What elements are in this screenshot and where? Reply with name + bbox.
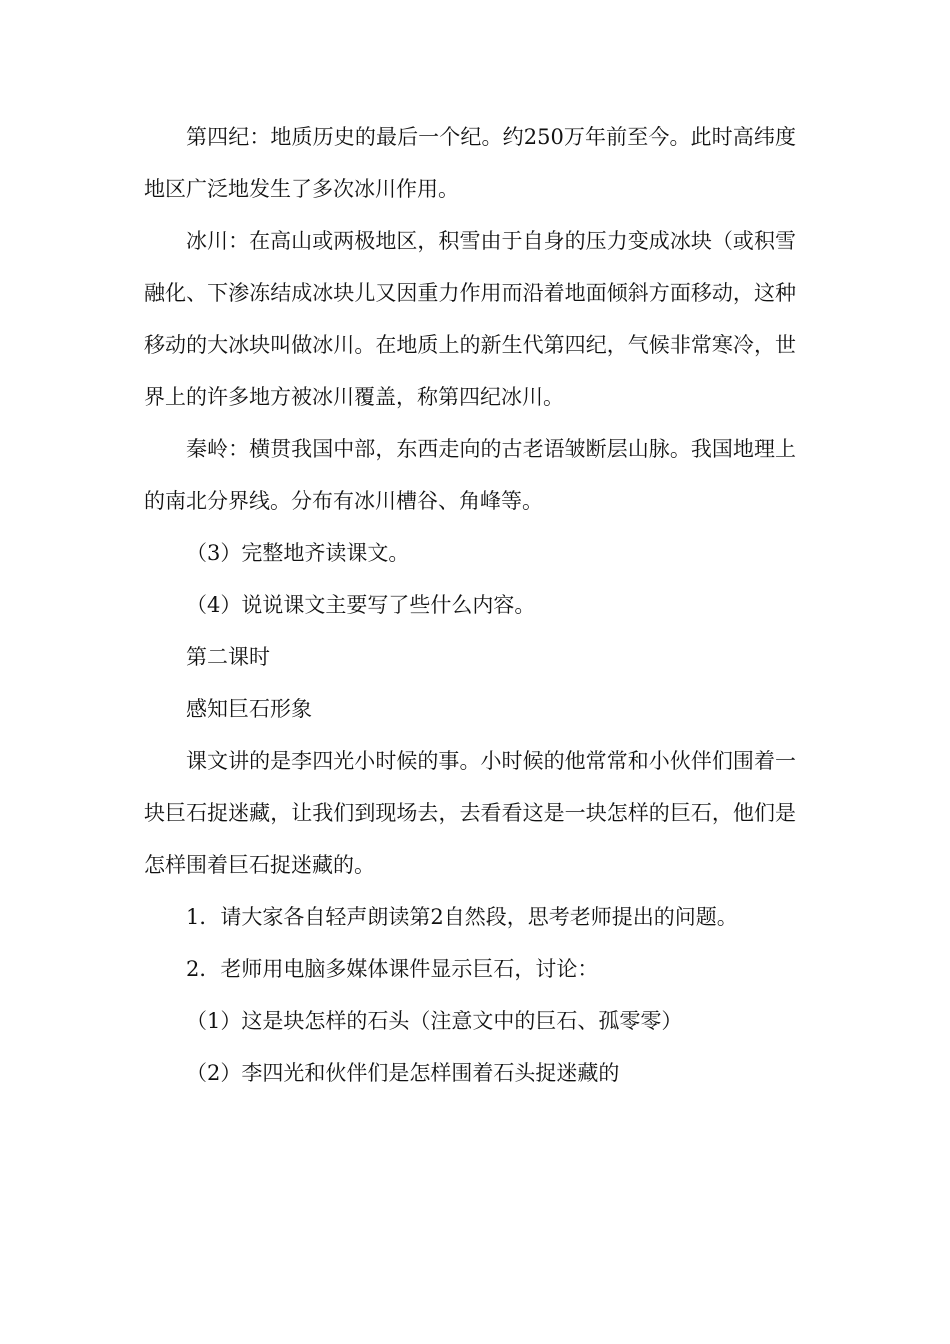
section-heading-second-lesson: 第二课时 (186, 645, 270, 669)
section-heading-perceive-boulder: 感知巨石形象 (186, 697, 312, 721)
paragraph-numbered-1: 1．请大家各自轻声朗读第2自然段，思考老师提出的问题。 (186, 905, 738, 929)
paragraph-qinling-definition: 秦岭：横贯我国中部，东西走向的古老语皱断层山脉。我国地理上的南北分界线。分布有冰川槽谷、角峰等。 (144, 437, 796, 513)
paragraph-question-2: （2）李四光和伙伴们是怎样围着石头捉迷藏的 (186, 1061, 620, 1085)
paragraph-question-1: （1）这是块怎样的石头（注意文中的巨石、孤零零） (186, 1009, 683, 1033)
paragraph-step-3: （3）完整地齐读课文。 (186, 541, 410, 565)
paragraph-quaternary-definition: 第四纪：地质历史的最后一个纪。约250万年前至今。此时高纬度地区广泛地发生了多次冰川作用。 (144, 125, 796, 201)
paragraph-glacier-definition: 冰川：在高山或两极地区，积雪由于自身的压力变成冰块（或积雪融化、下渗冻结成冰块儿又因重力作用而沿着地面倾斜方面移动，这种移动的大冰块叫做冰川。在地质上的新生代第四纪，气候非常寒冷，世界上的许多地方被冰川覆盖，称第四纪冰川。 (144, 229, 796, 409)
paragraph-step-4: （4）说说课文主要写了些什么内容。 (186, 593, 536, 617)
paragraph-numbered-2: 2．老师用电脑多媒体课件显示巨石，讨论： (186, 957, 599, 981)
paragraph-lesson-intro: 课文讲的是李四光小时候的事。小时候的他常常和小伙伴们围着一块巨石捉迷藏，让我们到现场去，去看看这是一块怎样的巨石，他们是怎样围着巨石捉迷藏的。 (144, 749, 796, 877)
document-body (144, 111, 796, 1099)
